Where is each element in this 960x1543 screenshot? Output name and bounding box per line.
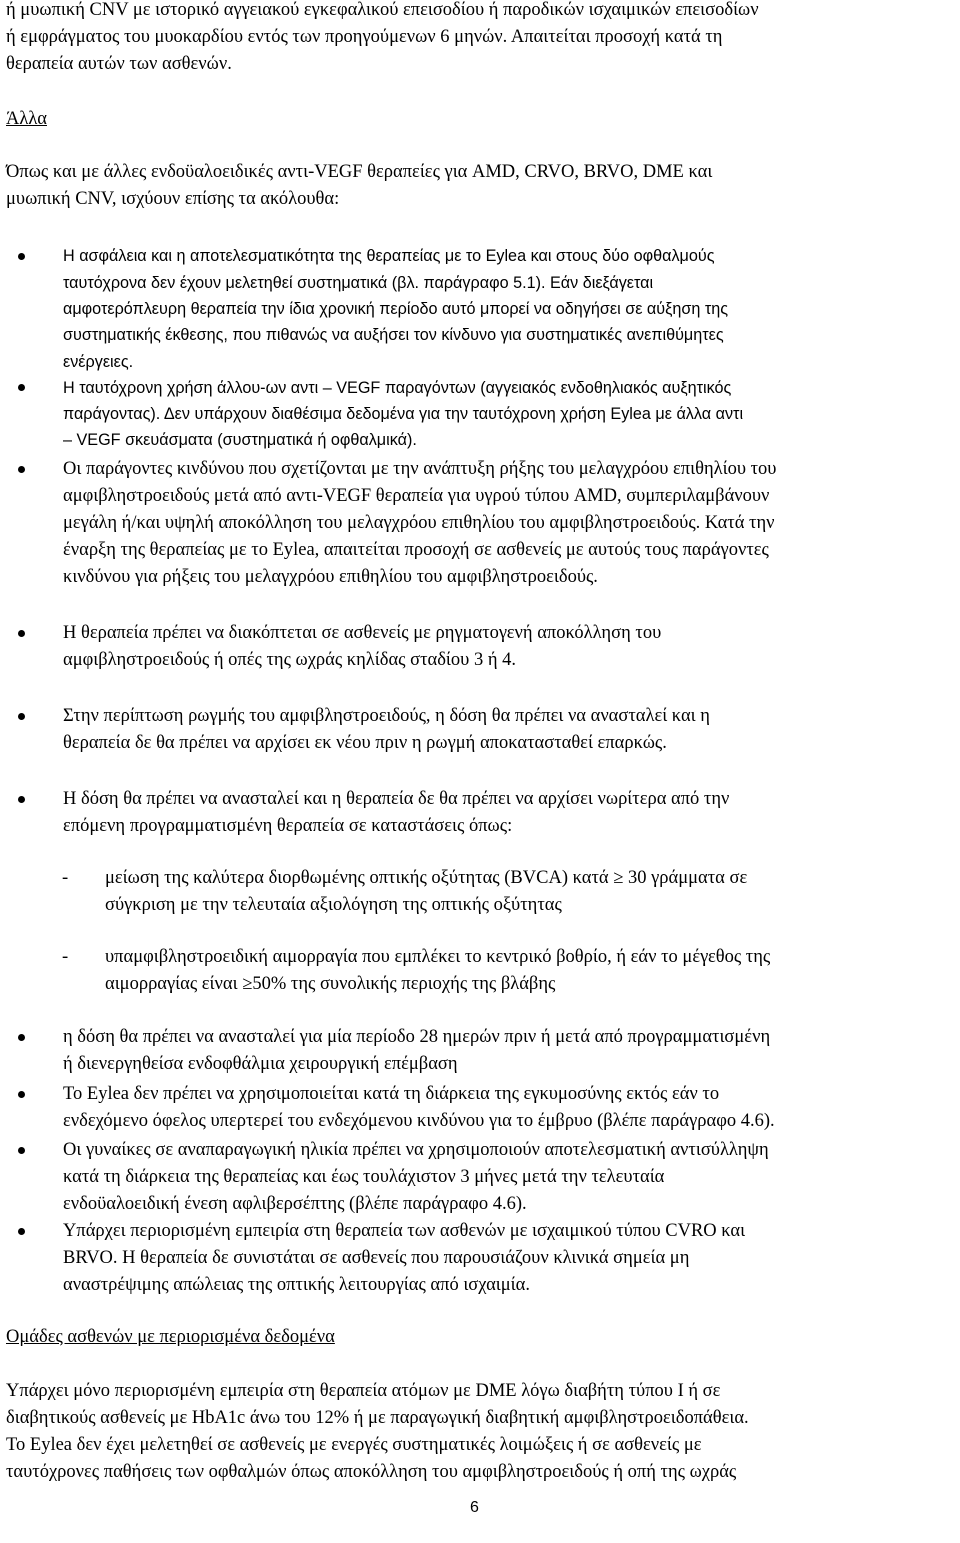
dash-marker: - xyxy=(62,947,69,967)
text-line: Η ασφάλεια και η αποτελεσματικότητα της θεραπείας με το Eylea και στους δύο οφθαλμούς xyxy=(63,247,715,265)
bullet-icon xyxy=(18,713,25,720)
bullet-icon xyxy=(18,1091,25,1098)
bullet-icon xyxy=(18,1147,25,1154)
bullet-icon xyxy=(18,1228,25,1235)
text-line: Το Eylea δεν πρέπει να χρησιμοποιείται κατά τη διάρκεια της εγκυμοσύνης εκτός εάν το xyxy=(63,1084,720,1104)
text-line: κατά τη διάρκεια της θεραπείας και έως τουλάχιστον 3 μήνες μετά την τελευταία xyxy=(63,1167,665,1187)
text-line: ή εμφράγματος του μυοκαρδίου εντός των προηγούμενων 6 μηνών. Απαιτείται προσοχή κατά τη xyxy=(6,27,723,47)
text-line: Το Eylea δεν έχει μελετηθεί σε ασθενείς με ενεργές συστηματικές λοιμώξεις ή σε ασθενείς με xyxy=(6,1435,702,1455)
text-line: Υπάρχει μόνο περιορισμένη εμπειρία στη θεραπεία ατόμων με DME λόγω διαβήτη τύπου I ή σε xyxy=(6,1381,721,1401)
text-line: ή διενεργηθείσα ενδοφθάλμια χειρουργική επέμβαση xyxy=(63,1054,458,1074)
text-line: Όπως και με άλλες ενδοϋαλοειδικές αντι-VEGF θεραπείες για AMD, CRVO, BRVO, DME και xyxy=(6,162,713,182)
text-line: Η δόση θα πρέπει να ανασταλεί και η θεραπεία δε θα πρέπει να αρχίσει νωρίτερα από την xyxy=(63,789,730,809)
text-line: ή μυωπική CNV με ιστορικό αγγειακού εγκεφαλικού επεισοδίου ή παροδικών ισχαιμικών επεισοδίων xyxy=(6,0,759,20)
text-line: – VEGF σκευάσματα (συστηματικά ή οφθαλμικά). xyxy=(63,431,417,449)
text-line: Υπάρχει περιορισμένη εμπειρία στη θεραπεία των ασθενών με ισχαιμικού τύπου CVRO και xyxy=(63,1221,746,1241)
bullet-icon xyxy=(18,384,25,391)
text-line: Η θεραπεία πρέπει να διακόπτεται σε ασθενείς με ρηγματογενή αποκόλληση του xyxy=(63,623,662,643)
text-line: διαβητικούς ασθενείς με HbA1c άνω του 12% ή με παραγωγική διαβητική αμφιβληστροειδοπάθεια. xyxy=(6,1408,749,1428)
text-line: κινδύνου για ρήξεις του μελαγχρόου επιθηλίου του αμφιβληστροειδούς. xyxy=(63,567,598,587)
bullet-icon xyxy=(18,253,25,260)
bullet-icon xyxy=(18,466,25,473)
section-heading: Άλλα xyxy=(6,109,47,129)
text-line: αιμορραγίας είναι ≥50% της συνολικής περιοχής της βλάβης xyxy=(105,974,556,994)
text-line: σύγκριση με την τελευταία αξιολόγηση της οπτικής οξύτητας xyxy=(105,895,562,915)
text-line: αμφιβληστροειδούς ή οπές της ωχράς κηλίδας σταδίου 3 ή 4. xyxy=(63,650,516,670)
text-line: παράγοντας). Δεν υπάρχουν διαθέσιμα δεδομένα για την ταυτόχρονη χρήση Eylea με άλλα αντι xyxy=(63,405,744,423)
text-line: ενέργειες. xyxy=(63,353,134,371)
text-line: Στην περίπτωση ρωγμής του αμφιβληστροειδούς, η δόση θα πρέπει να ανασταλεί και η xyxy=(63,706,710,726)
text-line: μεγάλη ή/και υψηλή αποκόλληση του μελαγχρόου επιθηλίου του αμφιβληστροειδούς. Κατά την xyxy=(63,513,775,533)
text-line: αναστρέψιμης απώλειας της οπτικής λειτουργίας από ισχαιμία. xyxy=(63,1275,530,1295)
text-line: θεραπεία αυτών των ασθενών. xyxy=(6,54,232,74)
section-heading: Ομάδες ασθενών με περιορισμένα δεδομένα xyxy=(6,1327,335,1347)
text-line: BRVO. Η θεραπεία δε συνιστάται σε ασθενείς που παρουσιάζουν κλινικά σημεία μη xyxy=(63,1248,690,1268)
text-line: ενδεχόμενο όφελος υπερτερεί του ενδεχόμενου κινδύνου για το έμβρυο (βλέπε παράγραφο 4.6). xyxy=(63,1111,775,1131)
text-line: ενδοϋαλοειδική ένεση αφλιβερσέπτης (βλέπε παράγραφο 4.6). xyxy=(63,1194,527,1214)
text-line: η δόση θα πρέπει να ανασταλεί για μία περίοδο 28 ημερών πριν ή μετά από προγραμματισμένη xyxy=(63,1027,771,1047)
text-line: μείωση της καλύτερα διορθωμένης οπτικής οξύτητας (BVCA) κατά ≥ 30 γράμματα σε xyxy=(105,868,748,888)
text-line: Οι παράγοντες κινδύνου που σχετίζονται με την ανάπτυξη ρήξης του μελαγχρόου επιθηλίου του xyxy=(63,459,777,479)
text-line: έναρξη της θεραπείας με το Eylea, απαιτείται προσοχή σε ασθενείς με αυτούς τους παράγοντες xyxy=(63,540,769,560)
text-line: υπαμφιβληστροειδική αιμορραγία που εμπλέκει το κεντρικό βοθρίο, ή εάν το μέγεθος της xyxy=(105,947,771,967)
text-line: ταυτόχρονες παθήσεις των οφθαλμών όπως αποκόλληση του αμφιβληστροειδούς ή οπή της ωχράς xyxy=(6,1462,737,1482)
bullet-icon xyxy=(18,796,25,803)
text-line: Η ταυτόχρονη χρήση άλλου-ων αντι – VEGF παραγόντων (αγγειακός ενδοθηλιακός αυξητικός xyxy=(63,379,732,397)
bullet-icon xyxy=(18,1034,25,1041)
text-line: μυωπική CNV, ισχύουν επίσης τα ακόλουθα: xyxy=(6,189,340,209)
text-line: επόμενη προγραμματισμένη θεραπεία σε καταστάσεις όπως: xyxy=(63,816,513,836)
text-line: θεραπεία δε θα πρέπει να αρχίσει εκ νέου πριν η ρωγμή αποκατασταθεί επαρκώς. xyxy=(63,733,667,753)
text-line: ταυτόχρονα δεν έχουν μελετηθεί συστηματικά (βλ. παράγραφο 5.1). Εάν διεξάγεται xyxy=(63,274,654,292)
text-line: Οι γυναίκες σε αναπαραγωγική ηλικία πρέπει να χρησιμοποιούν αποτελεσματική αντισύλληψη xyxy=(63,1140,769,1160)
text-line: αμφοτερόπλευρη θεραπεία την ίδια χρονική περίοδο αυτό μπορεί να οδηγήσει σε αύξηση της xyxy=(63,300,729,318)
page-number: 6 xyxy=(470,1499,479,1516)
text-line: αμφιβληστροειδούς μετά από αντι-VEGF θεραπεία για υγρού τύπου AMD, συμπεριλαμβάνουν xyxy=(63,486,770,506)
dash-marker: - xyxy=(62,868,69,888)
text-line: συστηματικής έκθεσης, που πιθανώς να αυξήσει τον κίνδυνο για συστηματικές ανεπιθύμητες xyxy=(63,326,724,344)
bullet-icon xyxy=(18,630,25,637)
